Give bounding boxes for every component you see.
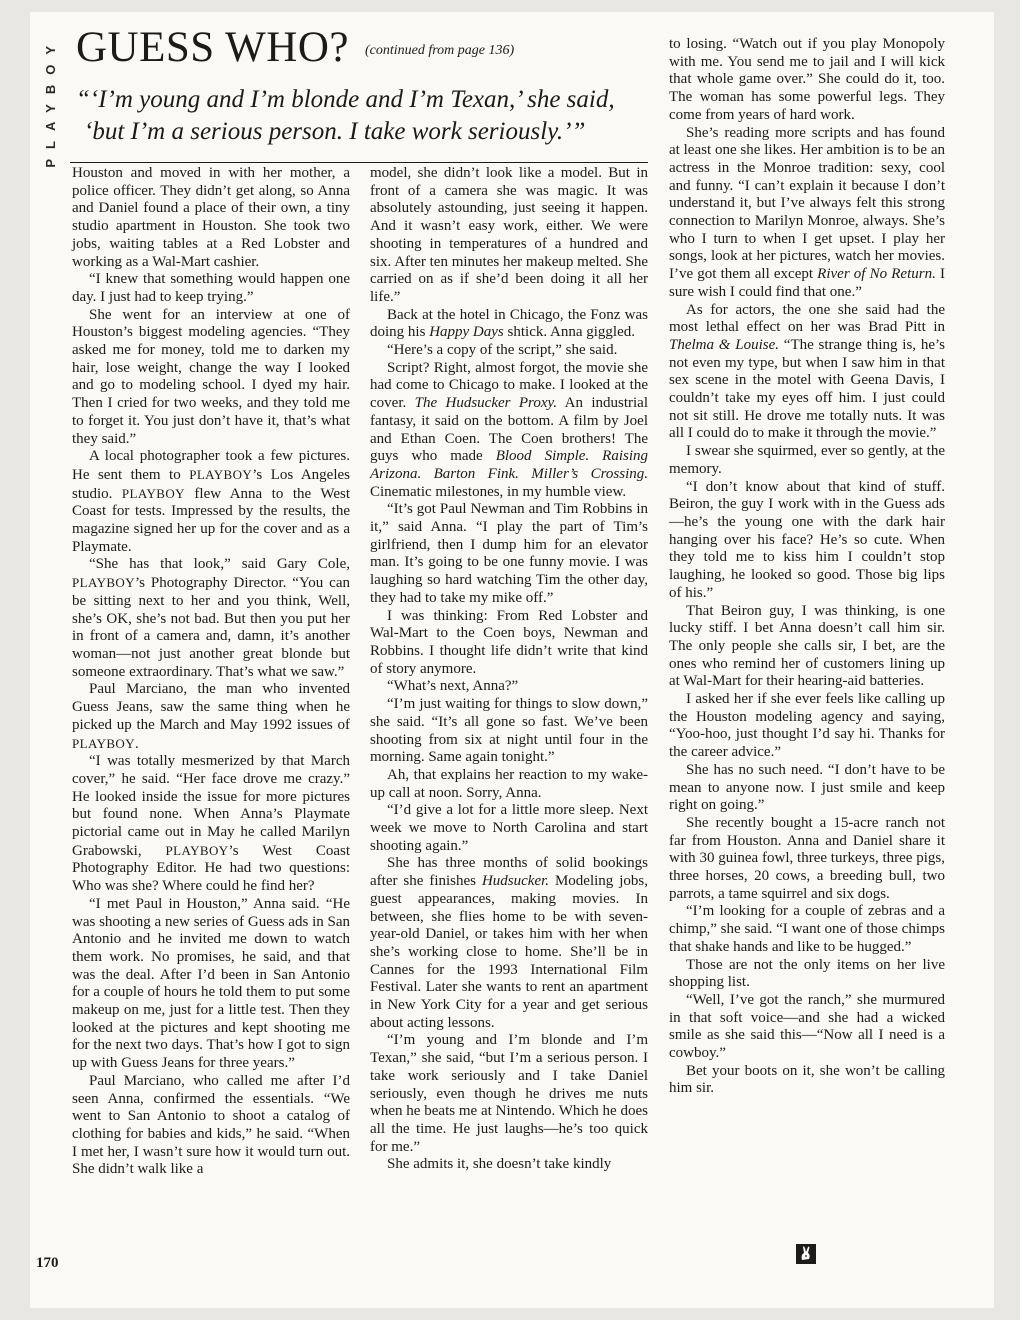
paragraph: She went for an interview at one of Houston’s biggest modeling agencies. “They asked me for money, told me to darken my hair, lose weight, change the way I looked and go to modeling school. I dyed my hair. Then I cried for two weeks, and they told me to forget it. You just don’t have it, that’s what they said.” [72,306,350,447]
article-headline [76,24,656,75]
pull-quote-line: “‘I’m young and I’m blonde and I’m Texan,’ she said, [76,86,615,113]
magazine-name: PLAYBOY [121,485,185,501]
paragraph: “It’s got Paul Newman and Tim Robbins in it,” said Anna. “I play the part of Tim’s girlfriend, then I dump him for an elevator man. It’s going to be one funny movie. I was laughing so hard watching Tim the other day, they had to take my mike off.” [370,501,648,606]
magazine-name: PLAYBOY [165,842,229,858]
paragraph: I swear she squirmed, ever so gently, at the memory. [669,443,945,477]
article-column-1 [72,165,350,1179]
article-column-3 [669,36,945,1098]
paragraph: Paul Marciano, the man who invented Guess Jeans, saw the same thing when he picked up the March and May 1992 issues of PLAYBOY. [72,681,350,752]
paragraph: “I knew that something would happen one day. I just had to keep trying.” [72,271,350,305]
pull-quote-line: ‘but I’m a serious person. I take work seriously.’” [84,118,586,145]
paragraph: She has no such need. “I don’t have to be mean to anyone now. I just smile and keep right on going.” [669,761,945,814]
paragraph: I asked her if she ever feels like calling up the Houston modeling agency and saying, “Yoo-hoo, just thought I’d say hi. Thanks for the career advice.” [669,691,945,761]
paragraph: “I’m just waiting for things to slow down,” she said. “It’s all gone so fast. We’ve been shooting from six at night until four in the morning. Same again tonight.” [370,696,648,766]
magazine-name: PLAYBOY [189,466,253,482]
continued-note: (continued from page 136) [364,43,515,59]
paragraph: “Well, I’ve got the ranch,” she murmured in that soft voice—and she had a wicked smile as she said this—“Now all I need is a cowboy.” [669,991,945,1062]
paragraph: Houston and moved in with her mother, a police officer. They didn’t get along, so Anna and Daniel found a place of their own, a tiny studio apartment in Houston. She took two jobs, waiting tables at a Red Lobster and working as a Wal-Mart cashier. [72,165,350,270]
paragraph: She has three months of solid bookings after she finishes Hudsucker. Modeling jobs, guest appearances, making movies. In between, she flies home to be with seven-year-old Daniel, or takes him with her when she’s working close to home. She’ll be in Cannes for the 1993 International Film Festival. Later she wants to rent an apartment in New York City for a year and get serious about acting lessons. [370,855,648,1031]
paragraph: Back at the hotel in Chicago, the Fonz was doing his Happy Days shtick. Anna giggled. [370,306,648,341]
masthead-vertical-label: PLAYBOY [43,36,58,168]
paragraph: “I don’t know about that kind of stuff. Beiron, the guy I work with in the Guess ads—he’s the young one with the dark hair hanging over his face? He’s so cute. When they told me to kiss him I couldn’t stop laughing, he looked so good. Those big lips of his.” [669,478,945,601]
headline-rule [70,162,648,163]
film-title: The Hudsucker Proxy. [414,395,558,412]
pull-quote [76,84,656,148]
headline-title: GUESS WHO? [76,24,349,71]
film-titles: Blood Simple. Raising Arizona. Barton Fink. Miller’s Crossing. [370,448,648,482]
paragraph: “I was totally mesmerized by that March cover,” he said. “Her face drove me crazy.” He looked inside the issue for more pictures but found none. When Anna’s Playmate pictorial came out in May he called Marilyn Grabowski, PLAYBOY’s West Coast Photography Editor. He had two questions: Who was she? Where could he find her? [72,753,350,895]
paragraph: “What’s next, Anna?” [387,678,519,695]
magazine-name: PLAYBOY [72,735,136,751]
paragraph: Script? Right, almost forgot, the movie she had come to Chicago to make. I looked at the cover. The Hudsucker Proxy. An industrial fantasy, it said on the bottom. A film by Joel and Ethan Coen. The Coen brothers! The guys who made Blood Simple. Raising Arizona. Barton Fink. Miller’s Crossing. Cinematic milestones, in my humble view. [370,359,648,500]
paragraph: “I’m young and I’m blonde and I’m Texan,” she said, “but I’m a serious person. I take work seriously and I take Daniel seriously, even though he drives me nuts when he beats me at Nintendo. Which he does all the time. He just laughs—he’s too quick for me.” [370,1032,648,1155]
film-title: River of No Return. [817,266,936,283]
film-title: Hudsucker. [481,873,550,890]
paragraph: Paul Marciano, who called me after I’d seen Anna, confirmed the essentials. “We went to San Antonio to shoot a catalog of clothing for babies and kids,” he said. “When I met her, I wasn’t sure how it would turn out. She didn’t walk like a [72,1072,350,1178]
paragraph: That Beiron guy, I was thinking, is one lucky stiff. I bet Anna doesn’t call him sir. The only people she calls sir, I bet, are the ones who remind her of customers lining up at Wal-Mart for their hearing-aid batteries. [669,602,945,690]
paragraph: to losing. “Watch out if you play Monopoly with me. You send me to jail and I will kick that whole game over.” She could do it, too. The woman has some powerful legs. They come from years of hard work. [669,36,945,123]
paragraph: Bet your boots on it, she won’t be calling him sir. [669,1062,945,1097]
rabbit-head-logo-icon [796,1244,816,1264]
paragraph: “I met Paul in Houston,” Anna said. “He was shooting a new series of Guess ads in San Antonio and he invited me down to watch them work. No promises, he said, and that was the deal. After I’d been in San Antonio for a couple of hours he told them to put some makeup on me, just for a little test. Then they looked at the pictures and kept shooting me for the next two days. That’s how I got to sign up with Guess Jeans for three years.” [72,895,350,1072]
magazine-name: PLAYBOY [72,575,136,591]
page-number: 170 [36,1255,59,1271]
paragraph: She recently bought a 15-acre ranch not far from Houston. Anna and Daniel share it with 30 guinea fowl, three turkeys, three pigs, three horses, 20 cows, a breeding bull, two parrots, a tame squirrel and six dogs. [669,814,945,902]
film-title: Thelma & Louise. [669,336,779,353]
paragraph: A local photographer took a few pictures. He sent them to PLAYBOY’s Los Angeles studio. PLAYBOY flew Anna to the West Coast for tests. Impressed by the results, the magazine signed her up for the cover and as a Playmate. [72,448,350,555]
paragraph: She’s reading more scripts and has found at least one she likes. Her ambition is to be an actress in the Monroe tradition: sexy, cool and funny. “I can’t explain it because I don’t understand it, but I’ve always felt this strong connection to Marilyn Monroe, always. She’s who I turn to when I get upset. I play her songs, look at her pictures, watch her movies. I’ve got them all except River of No Return. I sure wish I could find that one.” [669,124,945,300]
article-column-2 [370,165,648,1174]
paragraph: Ah, that explains her reaction to my wake-up call at noon. Sorry, Anna. [370,766,648,801]
paragraph: “I’d give a lot for a little more sleep. Next week we move to North Carolina and start shooting again.” [370,802,648,854]
paragraph: As for actors, the one she said had the most lethal effect on her was Brad Pitt in Thelma & Louise. “The strange thing is, he’s not even my type, but when I saw him in that sex scene in the motel with Geena Davis, I couldn’t take my eyes off him. I just could not sit still. He drove me totally nuts. It was all I could do to make it through the movie.” [669,301,945,442]
paragraph: She admits it, she doesn’t take kindly [387,1156,612,1173]
paragraph: Those are not the only items on her live shopping list. [669,956,945,991]
paragraph: “She has that look,” said Gary Cole, PLAYBOY’s Photography Director. “You can be sitting next to her and you think, Well, she’s OK, she’s not bad. But then you put her in front of a camera and, damn, it’s another woman—not just another great blonde but someone extraordinary. That’s what we saw.” [72,556,350,680]
tv-show-title: Happy Days [429,324,504,341]
paragraph: I was thinking: From Red Lobster and Wal-Mart to the Coen boys, Newman and Robbins. I thought life didn’t write that kind of story anymore. [370,607,648,677]
paragraph: model, she didn’t look like a model. But in front of a camera she was magic. It was absolutely astounding, just seeing it happen. And it wasn’t easy work, either. We were shooting in temperatures of a hundred and six. After ten minutes her makeup melted. She carried on as if she’d been doing it all her life.” [370,165,648,305]
paragraph: “I’m looking for a couple of zebras and a chimp,” she said. “I want one of those chimps that shake hands and like to be hugged.” [669,903,945,955]
paragraph: “Here’s a copy of the script,” she said. [387,342,618,359]
